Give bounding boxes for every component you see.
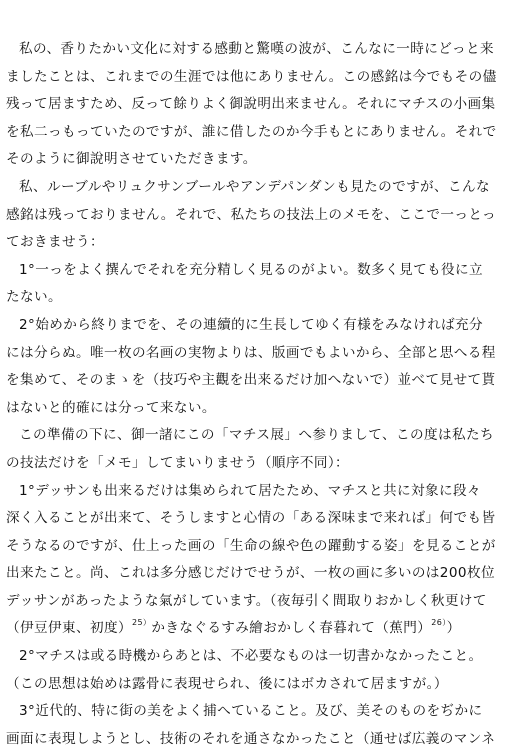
text-line: を集めて、そのまゝを（技巧や主觀を出来るだけ加へないで）並べて見せて貰 — [6, 372, 496, 389]
text-line: デッサンがあったような氣がしています。（夜毎引く間取りおかしく秋更けて — [6, 592, 487, 609]
text-line: には分らぬ。唯一枚の名画の実物よりは、版画でもよいから、全部と思へる程 — [6, 344, 496, 361]
text-line: そのように御說明させていただきます。 — [6, 151, 257, 168]
text-line: ましたことは、これまでの生涯では他にありません。この感銘は今でもその儘 — [6, 68, 497, 85]
footnote-marker: 26） — [431, 618, 447, 628]
closing-paren: ） — [446, 620, 461, 637]
text-line: （この思想は始めは露骨に表現せられ、後にはボカされて居ますが。） — [6, 675, 448, 692]
text-line: 残って居ますため、反って餘りよく御說明出来ません。それにマチスの小画集 — [6, 96, 496, 113]
text-line: 画面に表現しようとし、技術のそれを通さなかったこと（通せば広義のマンネ — [6, 730, 496, 747]
text-line: たない。 — [6, 289, 62, 306]
text-line: 深く入ることが出来て、そうしますと心情の「ある深味まで来れば」何でも皆 — [6, 510, 496, 527]
text-line: 2°マチスは或る時機からあとは、不必要なものは一切書かなかったこと。 — [19, 648, 483, 665]
text-line: 感銘は残っておりません。それで、私たちの技法上のメモを、ここで一っとっ — [6, 206, 497, 223]
text-line: 私の、香りたかい文化に対する感動と驚嘆の波が、こんなに一時にどっと来 — [19, 41, 494, 57]
text-line-with-footnotes — [6, 615, 502, 643]
text-line: 3°近代的、特に街の美をよく捕へていること。及び、美そのものをぢかに — [19, 703, 483, 720]
text-line: ておきませう： — [6, 234, 104, 251]
haiku-text: かきなぐるすみ繪おかしく春暮れて（蕉門） — [151, 620, 432, 637]
text-line: 出来たこと。尚、これは多分感じだけでせうが、一枚の画に多いのは200枚位 — [6, 565, 495, 582]
text-line: 1°一っをよく撰んでそれを充分精しく見るのがよい。数多く見ても役に立 — [19, 261, 484, 278]
text-line: 1°デッサンも出来るだけは集められて居たため、マチスと共に対象に段々 — [19, 482, 482, 499]
text-line: はないと的確には分って来ない。 — [6, 399, 216, 416]
haiku-source: （伊豆伊東、初度） — [6, 620, 132, 637]
text-line: この準備の下に、御一諸にこの「マチス展」へ参りまして、この度は私たち — [19, 427, 494, 444]
text-line: そうなるのですが、仕上った画の「生命の線や色の躍動する姿」を見ることが — [6, 537, 496, 554]
text-line: を私二っもっていたのですが、誰に借したのか今手もとにありません。それで — [6, 123, 497, 140]
text-line: の技法だけを「メモ」してまいりませう（順序不同）： — [6, 454, 350, 471]
text-line: 2°始めから終りまでを、その連續的に生長してゆく有様をみなければ充分 — [19, 316, 484, 333]
text-line: 私、ルーブルやリュクサンブールやアンデパンダンも見たのですが、こんな — [19, 178, 491, 195]
footnote-marker: 25） — [131, 618, 152, 628]
